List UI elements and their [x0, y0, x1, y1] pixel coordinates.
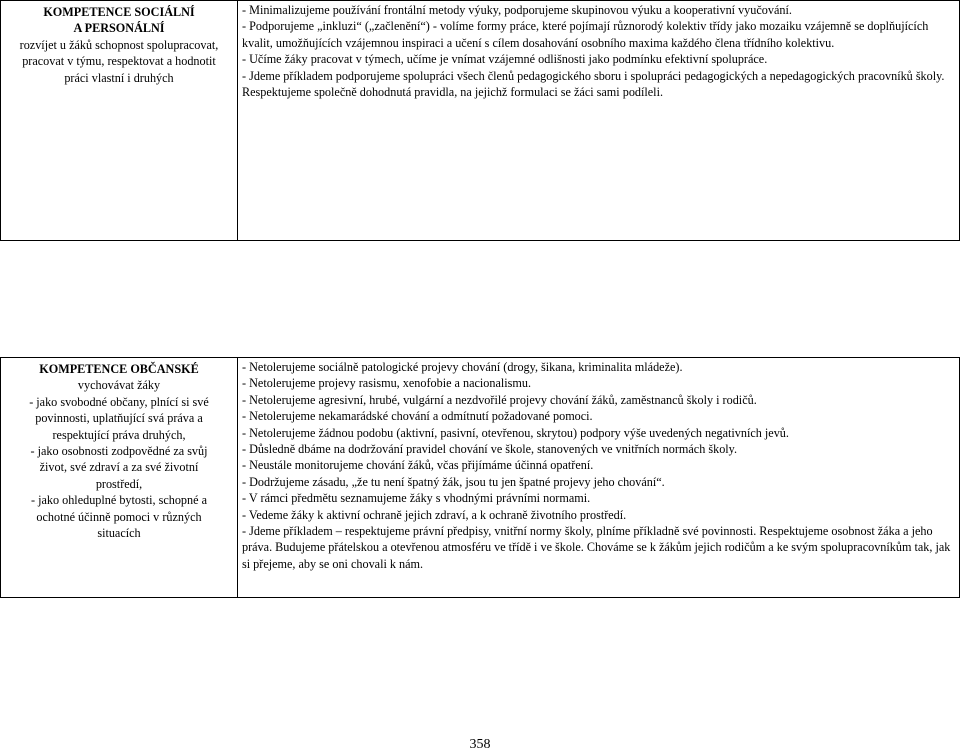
social-competence-strategies-cell: [238, 1, 960, 241]
competence-description-line: rozvíjet u žáků schopnost spolupracovat,: [19, 37, 219, 52]
civic-competence-strategies-cell: [238, 358, 960, 598]
strategy-item: - Jdeme příkladem – respektujeme právní předpisy, vnitřní normy školy, plníme příkladně své povinnosti. Respektujeme osobnost žáka a jeho práva. Budujeme přátelskou a otevřenou atmosféru ve třídě i ve škole. Chováme se k žákům jejich rodičům a ke svým spolupracovníkům tak, jak si přejeme, aby se oni chovali k nám.: [242, 524, 951, 571]
strategy-item: - Učíme žáky pracovat v týmech, učíme je vnímat vzájemné odlišnosti jako podmínku efektivní spolupráce.: [242, 52, 768, 67]
strategy-item: - Neustále monitorujeme chování žáků, včas přijímáme účinná opatření.: [242, 458, 594, 473]
competence-description-line: prostředí,: [95, 476, 143, 491]
competence-description-line: - jako svobodné občany, plnící si své: [29, 394, 209, 409]
competence-description-line: respektující práva druhých,: [52, 427, 186, 442]
competence-description-line: život, své zdraví a za své životní: [39, 460, 199, 475]
strategy-item: - Jdeme příkladem podporujeme spolupráci všech členů pedagogického sboru i spolupráci pedagogických a nepedagogických pracovníků školy. Respektujeme společně dohodnutá pravidla, na jejichž formulaci se žáci sami podíleli.: [242, 68, 945, 100]
strategy-item: - Vedeme žáky k aktivní ochraně jejich zdraví, a k ochraně životního prostředí.: [242, 507, 627, 522]
competence-description-line: pracovat v týmu, respektovat a hodnotit: [22, 54, 216, 69]
strategy-item: - Dodržujeme zásadu, „že tu není špatný žák, jsou tu jen špatné projevy jeho chování“.: [242, 474, 665, 489]
competence-title: KOMPETENCE OBČANSKÉ: [39, 362, 199, 376]
strategy-item: - Netolerujeme sociálně patologické projevy chování (drogy, šikana, kriminalita mládeže).: [242, 360, 683, 374]
strategy-item: - Netolerujeme žádnou podobu (aktivní, pasivní, otevřenou, skrytou) podpory výše uvedených negativních jevů.: [242, 425, 789, 440]
strategy-item: - Podporujeme „inkluzi“ („začlenění“) - volíme formy práce, které pojímají různorodý kolektiv třídy jako mozaiku vzájemně se doplňujících kvalit, umožňujících vzájemnou inspiraci a učení s cílem dosahování osobního maxima každého člena třídního kolektivu.: [242, 19, 929, 50]
civic-competence-heading-cell: [1, 358, 238, 598]
strategy-item: - Minimalizujeme používání frontální metody výuky, podporujeme skupinovou výuku a kooperativní vyučování.: [242, 3, 792, 17]
competence-description-line: - jako osobnosti zodpovědné za svůj: [30, 444, 208, 459]
competence-description-line: práci vlastní i druhých: [64, 70, 174, 85]
page-number: 358: [469, 737, 491, 752]
competence-description-line: ochotné účinně pomoci v různých: [36, 509, 202, 524]
strategy-item: - Netolerujeme projevy rasismu, xenofobie a nacionalismu.: [242, 376, 532, 391]
strategy-item: - Netolerujeme nekamarádské chování a odmítnutí požadované pomoci.: [242, 409, 593, 424]
competence-description-line: - jako ohleduplné bytosti, schopné a: [30, 493, 207, 508]
competence-title-line: KOMPETENCE SOCIÁLNÍ: [43, 5, 195, 19]
civic-competence-table: [0, 357, 960, 598]
social-competence-heading-cell: [1, 1, 238, 241]
strategy-item: - Netolerujeme agresivní, hrubé, vulgární a nezdvořilé projevy chování žáků, zaměstnanců školy i rodičů.: [242, 392, 757, 407]
strategy-item: - V rámci předmětu seznamujeme žáky s vhodnými právními normami.: [242, 491, 591, 506]
social-competence-table: [0, 0, 960, 241]
competence-description-line: povinnosti, uplatňující svá práva a: [35, 411, 203, 426]
competence-description-line: situacích: [97, 526, 141, 541]
competence-title-line: A PERSONÁLNÍ: [73, 21, 165, 36]
strategy-item: - Důsledně dbáme na dodržování pravidel chování ve škole, stanovených ve vnitřních normách školy.: [242, 442, 738, 457]
competence-description-line: vychovávat žáky: [77, 378, 161, 393]
